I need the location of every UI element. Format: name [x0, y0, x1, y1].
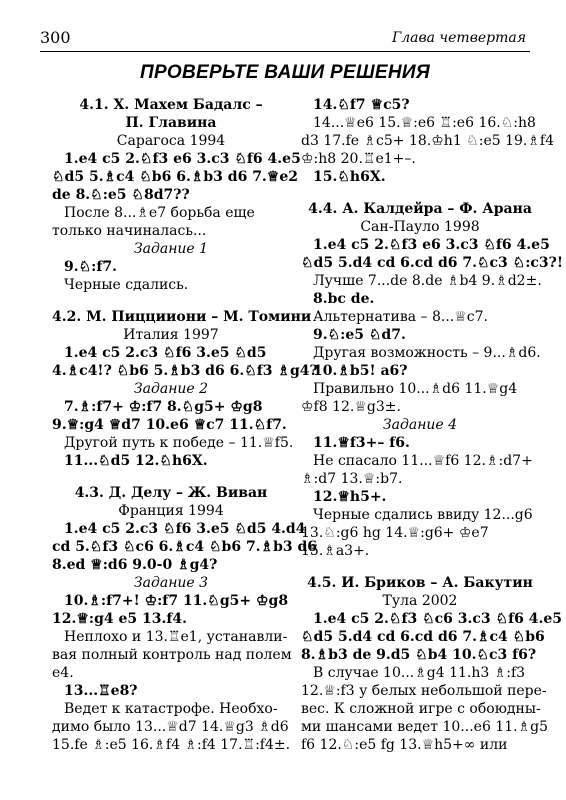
- result-line: Черные сдались.: [64, 277, 189, 293]
- page-title: ПРОВЕРЬТЕ ВАШИ РЕШЕНИЯ: [139, 62, 430, 83]
- comment-line: В случае 10...♗g4 11.h3 ♗:f3: [313, 665, 526, 681]
- game-place: Сан-Пауло 1998: [360, 219, 480, 235]
- solution-line: 12.♕:g4 e5 13.f4.: [52, 611, 187, 627]
- task-label: Задание 4: [382, 417, 458, 433]
- solution-line: 9.♘:f7.: [64, 259, 117, 275]
- comment-line: Не спасало 11...♕f6 12.♗:d7+: [313, 453, 533, 469]
- move-line: 14.♘f7 ♕c5?: [313, 97, 410, 113]
- task-label: Задание 1: [133, 241, 209, 257]
- task-label: Задание 2: [133, 381, 209, 397]
- page-number: 300: [40, 28, 71, 47]
- final-line: 11...♘d5 12.♘h6X.: [64, 453, 208, 469]
- comment-line: вес. К сложной игре с обоюдны-: [301, 701, 541, 717]
- section-heading: 4.1. Х. Махем Бадалс –: [79, 97, 263, 113]
- comment-line: Правильно 10...♗d6 11.♕g4: [313, 381, 518, 397]
- move-line: 8.♗b3 de 9.d5 ♘b4 10.♘c3 f6?: [301, 647, 537, 663]
- comment-line: ♗:d7 13.♕:b7.: [301, 471, 403, 487]
- section-heading: 4.4. А. Калдейра – Ф. Арана: [308, 201, 532, 217]
- comment-line: e4.: [52, 665, 74, 681]
- comment-line: f6 12.♘:e5 fg 13.♕h5+∞ или: [301, 737, 508, 753]
- final-line: 15.♘h6X.: [313, 169, 386, 185]
- move-line: ♘d5 5.♗c4 ♘b6 6.♗b3 d6 7.♕e2: [52, 169, 299, 185]
- chapter-title: Глава четвертая: [391, 30, 526, 46]
- solution-line: 10.♗:f7+! ♔:f7 11.♘g5+ ♔g8: [64, 593, 289, 609]
- solution-line: 9.♕:g4 ♕d7 10.e6 ♕c7 11.♘f7.: [52, 417, 287, 433]
- comment-line: ♔f8 12.♕g3±.: [301, 399, 401, 415]
- game-place: Тула 2002: [382, 593, 458, 609]
- comment-line: d3 17.fe ♗c5+ 18.♔h1 ♘:e5 19.♗f4: [301, 133, 554, 149]
- move-line: de 8.♘:e5 ♘8d7??: [52, 187, 190, 203]
- comment-line: Другой путь к победе – 11.♕f5.: [64, 435, 294, 451]
- comment-line: вая полный контроль над полем: [52, 647, 292, 663]
- move-line: 1.e4 c5 2.c3 ♘f6 3.e5 ♘d5 4.d4: [64, 521, 306, 537]
- game-place: Италия 1997: [123, 327, 219, 343]
- solution-line: 11.♕f3+– f6.: [313, 435, 410, 451]
- move-line: 4.♗c4!? ♘b6 5.♗b3 d6 6.♘f3 ♗g4?: [52, 363, 318, 379]
- comment-line: только начиналась...: [52, 223, 207, 239]
- move-line: 10.♗b5! a6?: [313, 363, 408, 379]
- move-line: ♘d5 5.d4 cd 6.cd d6 7.♘c3 ♘:c3?!: [301, 255, 564, 271]
- comment-line: 13.♘:g6 hg 14.♕:g6+ ♔e7: [301, 525, 489, 541]
- comment-line: 14...♕e6 15.♕:e6 ♖:e6 16.♘:h8: [313, 115, 536, 131]
- section-heading: 4.2. М. Пиццииони – М. Томини: [52, 309, 312, 325]
- comment-line: ми шансами ведет 10...e6 11.♗g5: [301, 719, 548, 735]
- solution-line: 7.♗:f7+ ♔:f7 8.♘g5+ ♔g8: [64, 399, 263, 415]
- move-line: 1.e4 c5 2.♘f3 e6 3.c3 ♘f6 4.e5: [64, 151, 301, 167]
- move-line: cd 5.♘f3 ♘c6 6.♗c4 ♘b6 7.♗b3 d6: [52, 539, 318, 555]
- left-column: [52, 96, 318, 754]
- comment-line: ♔:h8 20.♖e1+–.: [301, 151, 416, 167]
- comment-line: Неплохо и 13.♖e1, устанавли-: [64, 629, 288, 645]
- comment-line: Ведет к катастрофе. Необхо-: [64, 701, 278, 717]
- comment-line: После 8...♗e7 борьба еще: [64, 205, 255, 221]
- game-place: Франция 1994: [118, 503, 224, 519]
- section-heading: 4.5. И. Бриков – А. Бакутин: [307, 575, 533, 591]
- comment-line: Лучше 7...de 8.de ♗b4 9.♗d2±.: [313, 273, 542, 289]
- move-line: 1.e4 c5 2.♘f3 e6 3.c3 ♘f6 4.e5: [313, 237, 550, 253]
- move-line: ♘d5 5.d4 cd 6.cd d6 7.♗c4 ♘b6: [301, 629, 545, 645]
- comment-line: 15.fe ♗:e5 16.♗f4 ♗:f4 17.♖:f4±.: [52, 737, 291, 753]
- move-line: 9.♘:e5 ♘d7.: [313, 327, 406, 343]
- right-column: [301, 96, 564, 754]
- section-heading: 4.3. Д. Делу – Ж. Виван: [74, 485, 268, 501]
- move-line: 8.ed ♕:d6 9.0-0 ♗g4?: [52, 557, 218, 573]
- comment-line: Другая возможность – 9...♗d6.: [313, 345, 541, 361]
- task-label: Задание 3: [133, 575, 209, 591]
- comment-line: 15.♗a3+.: [301, 543, 370, 559]
- section-heading: П. Главина: [125, 115, 217, 131]
- comment-line: Альтернатива – 8...♕c7.: [313, 309, 488, 325]
- move-line: 12.♕h5+.: [313, 489, 387, 505]
- game-place: Сарагоса 1994: [116, 133, 226, 149]
- comment-line: Черные сдались ввиду 12...g6: [313, 507, 533, 523]
- move-line: 1.e4 c5 2.♘f3 ♘c6 3.c3 ♘f6 4.e5: [313, 611, 562, 627]
- move-line: 13...♖e8?: [64, 683, 138, 699]
- comment-line: 12.♕:f3 у белых небольшой пере-: [301, 683, 547, 699]
- move-line: 1.e4 c5 2.c3 ♘f6 3.e5 ♘d5: [64, 345, 267, 361]
- move-line: 8.bc de.: [313, 291, 375, 307]
- header-divider: [40, 51, 530, 52]
- comment-line: димо было 13...♕d7 14.♕g3 ♗d6: [52, 719, 289, 735]
